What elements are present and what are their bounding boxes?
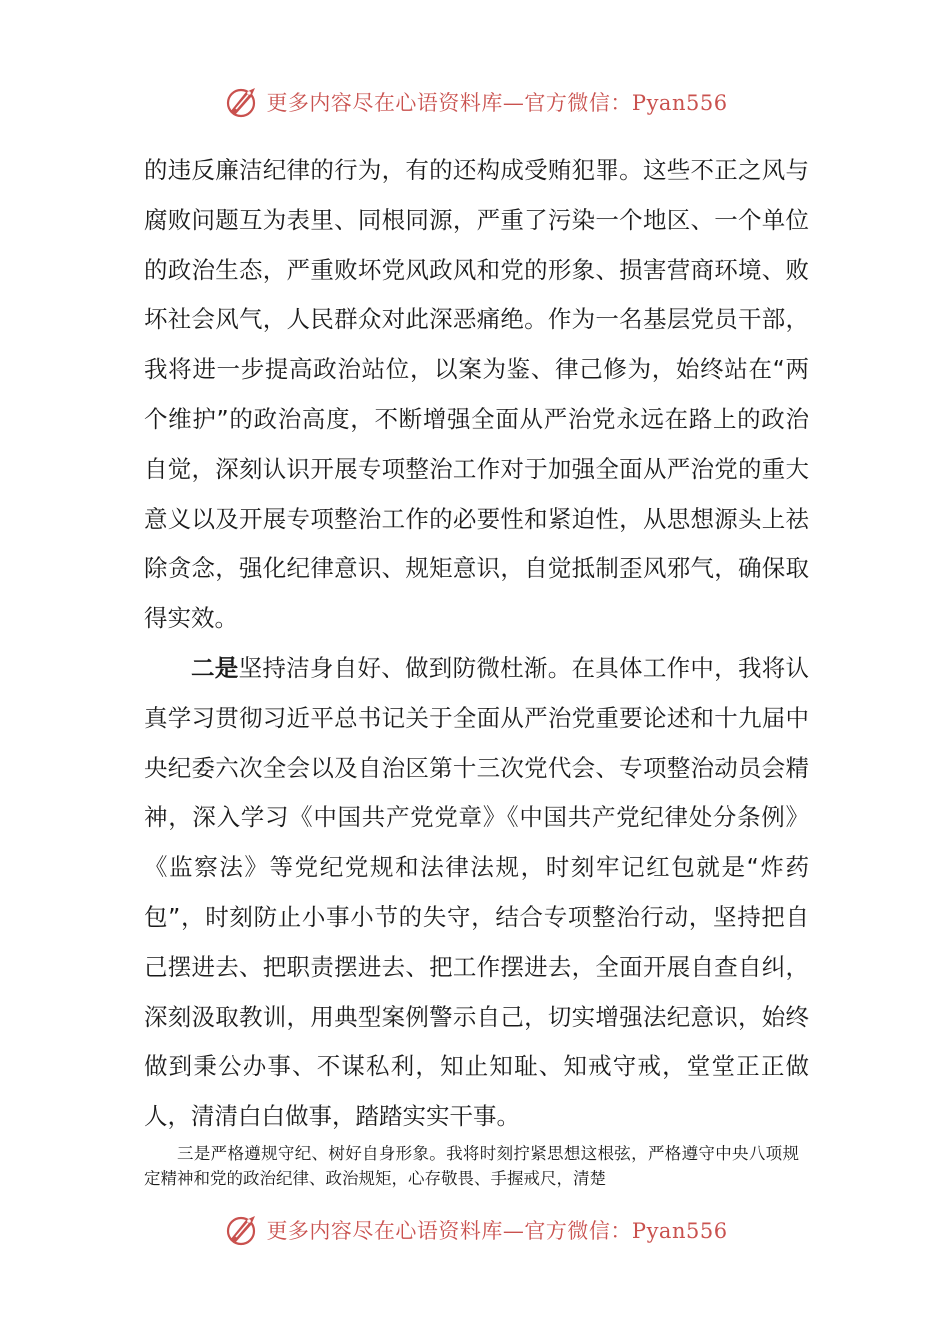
header-banner-text: 更多内容尽在心语资料库—官方微信：Pyan556 [266,91,728,115]
header-banner [0,82,950,122]
footer-banner [0,1210,950,1250]
pen-nib-logo-icon [222,82,262,122]
main-text [144,146,809,1142]
paragraph-3: 三是严格遵规守纪、树好自身形象。我将时刻拧紧思想这根弦，严格遵守中央八项规定精神和党的政治纪律、政治规矩，心存敬畏、手握戒尺，清楚 [144,1144,799,1188]
footer-banner-text: 更多内容尽在心语资料库—官方微信：Pyan556 [266,1219,728,1243]
paragraph-2-lead: 二是 [191,653,239,682]
paragraph-2-body: 坚持洁身自好、做到防微杜渐。在具体工作中，我将认真学习贯彻习近平总书记关于全面从严治党重要论述和十九届中央纪委六次全会以及自治区第十三次党代会、专项整治动员会精神，深入学习《中国共产党党章》《中国共产党纪律处分条例》《监察法》等党纪党规和法律法规，时刻牢记红包就是“炸药包”，时刻防止小事小节的失守，结合专项整治行动，坚持把自己摆进去、把职责摆进去、把工作摆进去，全面开展自查自纠，深刻汲取教训，用典型案例警示自己，切实增强法纪意识，始终做到秉公办事、不谋私利，知止知耻、知戒守戒，堂堂正正做人，清清白白做事，踏踏实实干事。 [144,653,810,1131]
paragraph-2 [144,644,809,1142]
paragraph-1: 的违反廉洁纪律的行为，有的还构成受贿犯罪。这些不正之风与腐败问题互为表里、同根同源，严重了污染一个地区、一个单位的政治生态，严重败坏党风政风和党的形象、损害营商环境、败坏社会风气，人民群众对此深恶痛绝。作为一名基层党员干部，我将进一步提高政治站位，以案为鉴、律己修为，始终站在“两个维护”的政治高度，不断增强全面从严治党永远在路上的政治自觉，深刻认识开展专项整治工作对于加强全面从严治党的重大意义以及开展专项整治工作的必要性和紧迫性，从思想源头上祛除贪念，强化纪律意识、规矩意识，自觉抵制歪风邪气，确保取得实效。 [144,156,809,633]
pen-nib-logo-icon [222,1210,262,1250]
small-text-block [144,1141,799,1191]
